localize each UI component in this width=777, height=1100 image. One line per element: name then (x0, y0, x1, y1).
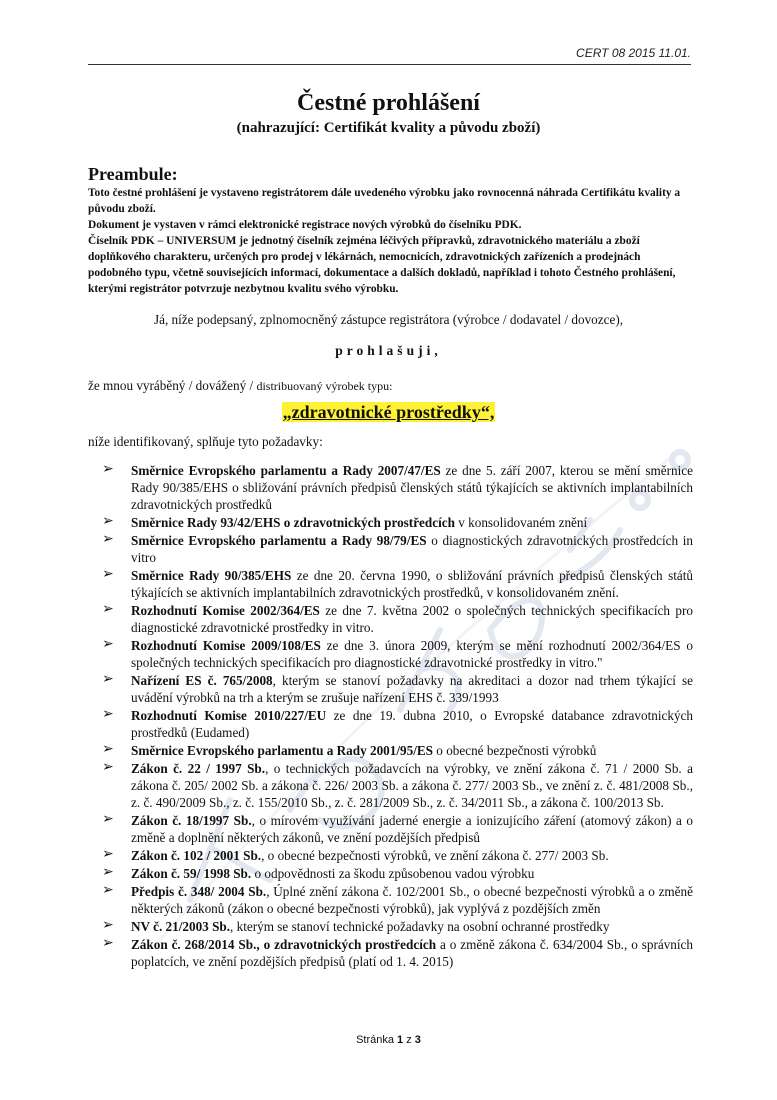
requirement-item (102, 567, 693, 601)
document-code: CERT 08 2015 11.01. (576, 46, 691, 60)
product-line-main: že mnou vyráběný / dovážený / (88, 378, 254, 393)
preamble-line: Dokument je vystaven v rámci elektronické registrace nových výrobků do číselníku PDK. (88, 219, 522, 231)
requirement-title: Směrnice Rady 90/385/EHS (131, 568, 292, 583)
requirement-text: o diagnostických zdravotnických prostředcích in vitro (131, 533, 693, 565)
product-type-highlight: „zdravotnické prostředky“, (282, 402, 495, 422)
arrow-bullet-icon: ➢ (102, 936, 114, 951)
page-number (0, 1034, 777, 1046)
arrow-bullet-icon: ➢ (102, 918, 114, 933)
requirement-text: ze dne 3. února 2009, kterým se mění rozhodnutí 2002/364/ES o společných technických specifikacích pro diagnostické zdravotnické prostředky in vitro." (131, 638, 693, 670)
preamble-heading: Preambule: (88, 164, 178, 184)
page-total: 3 (414, 1034, 421, 1046)
requirement-text: o odpovědnosti za škodu způsobenou vadou výrobku (251, 866, 535, 881)
declarant-statement: Já, níže podepsaný, zplnomocněný zástupce registrátora (výrobce / dodavatel / dovozce), (153, 312, 624, 327)
requirement-item (102, 602, 693, 636)
preamble-line: Číselník PDK – UNIVERSUM je jednotný číselník zejména léčivých přípravků, zdravotnického materiálu a zboží doplňkového charakteru, určených pro prodej v lékárnách, nemocnicích, zdravotnických zařízeních a prodejnách podobného typu, včetně souvisejících informací, dokumentace a dalších dokladů, například i tohoto Čestného prohlášení, kterými registrátor potvrzuje nezbytnou kvalitu svého výrobku. (88, 235, 676, 295)
requirement-item (102, 883, 693, 917)
arrow-bullet-icon: ➢ (102, 532, 114, 547)
requirement-text: , o obecné bezpečnosti výrobků, ve znění zákona č. 277/ 2003 Sb. (261, 848, 609, 863)
requirement-item (102, 812, 693, 846)
requirement-text: , o mírovém využívání jaderné energie a ionizujícího záření (atomový zákon) a o změně a doplnění některých zákonů, ve znění pozdějších předpisů (131, 813, 693, 845)
arrow-bullet-icon: ➢ (102, 514, 114, 529)
requirement-text: v konsolidovaném znění (454, 515, 588, 530)
requirement-title: Směrnice Evropského parlamentu a Rady 2001/95/ES (131, 743, 433, 758)
arrow-bullet-icon: ➢ (102, 637, 114, 652)
document-title: Čestné prohlášení (297, 90, 480, 116)
requirement-title: Směrnice Evropského parlamentu a Rady 98/79/ES (131, 533, 427, 548)
requirement-text: ze dne 7. května 2002 o společných technických specifikacích pro diagnostické zdravotnické prostředky in vitro. (131, 603, 693, 635)
arrow-bullet-icon: ➢ (102, 567, 114, 582)
declaration-verb: prohlašuji, (335, 343, 442, 358)
requirement-title: Směrnice Rady 93/42/EHS o zdravotnických prostředcích (131, 515, 455, 530)
header-divider (88, 64, 691, 65)
requirement-item (102, 847, 693, 864)
requirement-title: Zákon č. 59/ 1998 Sb. (131, 866, 252, 881)
page-prefix: Stránka (356, 1034, 394, 1046)
requirement-title: Zákon č. 268/2014 Sb., o zdravotnických prostředcích (131, 937, 437, 952)
requirement-text: , Úplné znění zákona č. 102/2001 Sb., o obecné bezpečnosti výrobků a o změně některých zákonů (zákon o obecné bezpečnosti výrobků), jak vyplývá z pozdějších změn (131, 884, 693, 916)
requirement-item (102, 918, 693, 935)
requirement-title: Předpis č. 348/ 2004 Sb. (131, 884, 267, 899)
requirement-title: Rozhodnutí Komise 2002/364/ES (131, 603, 320, 618)
requirements-list (102, 462, 693, 971)
requirement-item (102, 936, 693, 970)
requirement-text: o obecné bezpečnosti výrobků (433, 743, 597, 758)
requirement-text: ze dne 19. dubna 2010, o Evropské databance zdravotnických prostředků (Eudamed) (131, 708, 693, 740)
requirement-title: Rozhodnutí Komise 2010/227/EU (131, 708, 327, 723)
arrow-bullet-icon: ➢ (102, 812, 114, 827)
compliance-intro: níže identifikovaný, splňuje tyto požadavky: (88, 434, 323, 449)
requirement-text: ze dne 20. června 1990, o sbližování právních předpisů členských států týkajících se aktivních implantabilních zdravotnických prostředků, v konsolidovaném znění. (131, 568, 693, 600)
arrow-bullet-icon: ➢ (102, 602, 114, 617)
arrow-bullet-icon: ➢ (102, 462, 114, 477)
requirement-item (102, 707, 693, 741)
requirement-title: NV č. 21/2003 Sb. (131, 919, 231, 934)
requirement-text: , o technických požadavcích na výrobky, ve znění zákona č. 71 / 2000 Sb. a zákona č. 205/ 2002 Sb. a zákona č. 226/ 2003 Sb. a zákona č. 277/ 2003 Sb., ve znění z. č. 481/2008 Sb., z. č. 490/2009 Sb., z. č. 155/2010 Sb., z. č. 281/2009 Sb., z. č. 34/2011 Sb., a zákona č. 100/2013 Sb. (131, 761, 693, 810)
preamble-text (88, 185, 693, 297)
product-line-small: distribuovaný výrobek typu: (256, 379, 393, 393)
arrow-bullet-icon: ➢ (102, 672, 114, 687)
requirement-title: Zákon č. 102 / 2001 Sb. (131, 848, 262, 863)
arrow-bullet-icon: ➢ (102, 742, 114, 757)
product-type (0, 402, 777, 423)
requirement-title: Zákon č. 22 / 1997 Sb. (131, 761, 266, 776)
requirement-title: Směrnice Evropského parlamentu a Rady 2007/47/ES (131, 463, 441, 478)
arrow-bullet-icon: ➢ (102, 707, 114, 722)
page-sep: z (406, 1034, 412, 1046)
arrow-bullet-icon: ➢ (102, 865, 114, 880)
requirement-item (102, 760, 693, 811)
requirement-title: Nařízení ES č. 765/2008 (131, 673, 273, 688)
requirement-item (102, 637, 693, 671)
requirement-text: , kterým se stanoví technické požadavky na osobní ochranné prostředky (230, 919, 610, 934)
requirement-title: Rozhodnutí Komise 2009/108/ES (131, 638, 321, 653)
preamble-line: Toto čestné prohlášení je vystaveno registrátorem dále uvedeného výrobku jako rovnocenná náhrada Certifikátu kvality a původu zboží. (88, 187, 681, 215)
arrow-bullet-icon: ➢ (102, 883, 114, 898)
requirement-text: ze dne 5. září 2007, kterou se mění směrnice Rady 90/385/EHS o sbližování právních předpisů členských států týkajících se aktivních implantabilních zdravotnických prostředků (131, 463, 693, 512)
page-current: 1 (397, 1034, 404, 1046)
requirement-item (102, 462, 693, 513)
arrow-bullet-icon: ➢ (102, 760, 114, 775)
requirement-item (102, 865, 693, 882)
product-line (88, 378, 392, 394)
requirement-item (102, 532, 693, 566)
requirement-item (102, 742, 693, 759)
arrow-bullet-icon: ➢ (102, 847, 114, 862)
document-subtitle: (nahrazující: Certifikát kvality a původu zboží) (236, 120, 541, 136)
requirement-item (102, 672, 693, 706)
requirement-text: a o změně zákona č. 634/2004 Sb., o správních poplatcích, ve znění pozdějších předpisů (platí od 1. 4. 2015) (131, 937, 693, 969)
requirement-title: Zákon č. 18/1997 Sb. (131, 813, 252, 828)
requirement-text: , kterým se stanoví požadavky na akreditaci a dozor nad trhem týkající se uvádění výrobků na trh a kterým se zrušuje nařízení EHS č. 339/1993 (131, 673, 693, 705)
requirement-item (102, 514, 693, 531)
